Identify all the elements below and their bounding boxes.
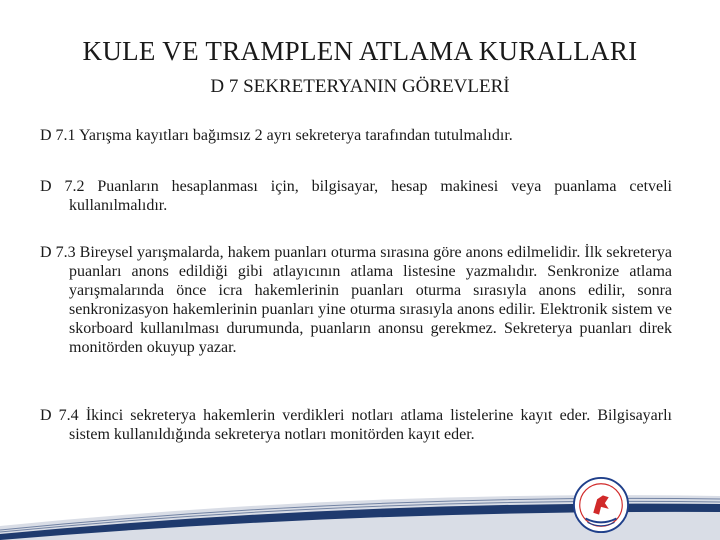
rule-d7-2: D 7.2 Puanların hesaplanması için, bilgisayar, hesap makinesi veya puanlama cetveli kullanılmalıdır. xyxy=(40,178,672,214)
slide-subtitle: D 7 SEKRETERYANIN GÖREVLERİ xyxy=(210,76,510,97)
slide-title: KULE VE TRAMPLEN ATLAMA KURALLARI xyxy=(82,36,638,66)
federation-logo-icon xyxy=(572,476,630,534)
rule-d7-4: D 7.4 İkinci sekreterya hakemlerin verdikleri notları atlama listelerine kayıt eder. Bilgisayarlı sistem kullanıldığında sekreterya notları monitörden kayıt eder. xyxy=(40,407,672,443)
rule-d7-1: D 7.1 Yarışma kayıtları bağımsız 2 ayrı sekreterya tarafından tutulmalıdır. xyxy=(40,127,513,144)
rule-d7-3: D 7.3 Bireysel yarışmalarda, hakem puanları oturma sırasına göre anons edilmelidir. İlk sekreterya puanları anons edildiği gibi atlayıcının atlama listesine yazmalıdır. Senkronize atlama yarışmalarında önce icra hakemlerinin puanları oturma sırasıyla anons edilir, sonra senkronizasyon hakemlerinin puanları yine oturma sırasıyla anons edilir. Elektronik sistem ve skorboard kullanılması durumunda, puanların anonsu gerekmez. Sekreterya puanları direk monitörden okuyup yazar. xyxy=(40,244,672,356)
